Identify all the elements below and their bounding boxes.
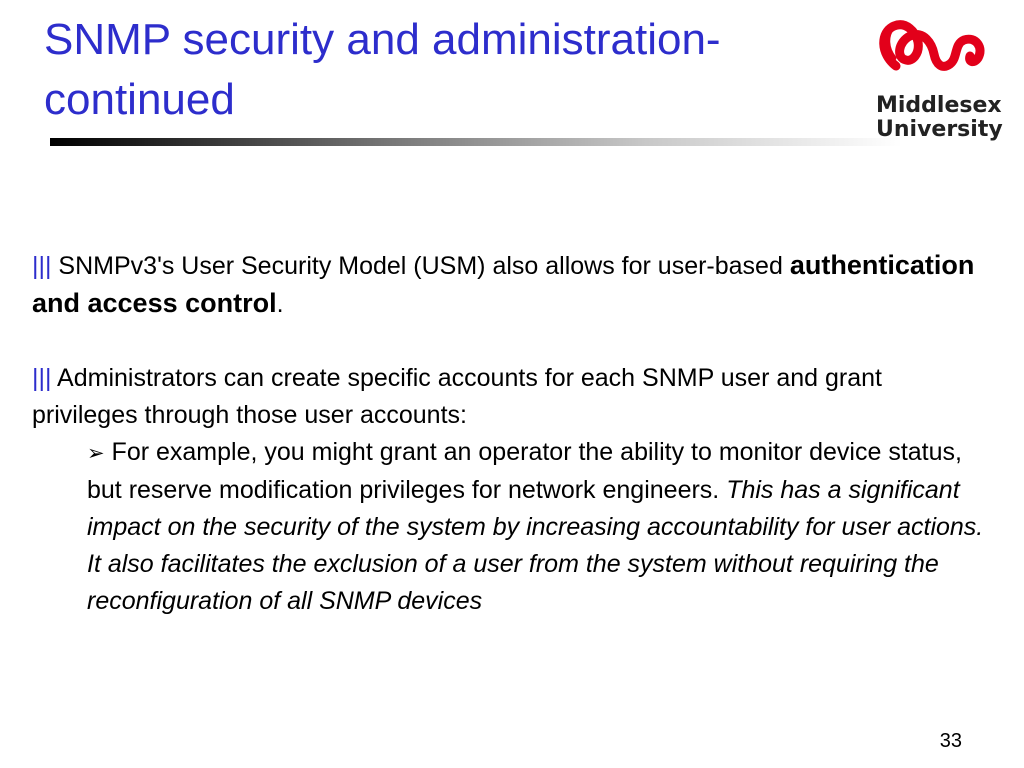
- slide-title: SNMP security and administration-continued: [44, 15, 721, 124]
- logo-text: [876, 94, 1006, 142]
- bullet-text: Administrators can create specific accounts for each SNMP user and grant privileges through those user accounts:: [32, 364, 882, 429]
- bullet-marker: |||: [32, 252, 52, 280]
- arrow-bullet-icon: ➢: [87, 442, 105, 465]
- page-number: 33: [939, 730, 962, 752]
- bullet-1: [32, 247, 992, 323]
- bullet-marker: |||: [32, 364, 52, 392]
- sub-bullet-text: For example, you might grant an operator the ability to monitor device status, but reserve modification privileges for network engineers.: [87, 438, 962, 504]
- sub-bullet: [32, 434, 992, 620]
- title-underline: [50, 138, 902, 146]
- logo-mark: [884, 25, 980, 67]
- bullet-2: [32, 360, 992, 434]
- bullet-bold-text: authentication and access control: [32, 250, 975, 318]
- bullet-text-end: .: [276, 290, 284, 318]
- logo-line-2: University: [876, 117, 1003, 142]
- logo-line-1: Middlesex: [876, 93, 1002, 118]
- slide-body: [32, 247, 992, 620]
- bullet-text: SNMPv3's User Security Model (USM) also allows for user-based: [51, 252, 790, 280]
- sub-bullet-italic-text: This has a significant impact on the security of the system by increasing accountability for user actions. It also facilitates the exclusion of a user from the system without requiring the reconfiguration of all SNMP devices: [87, 476, 984, 615]
